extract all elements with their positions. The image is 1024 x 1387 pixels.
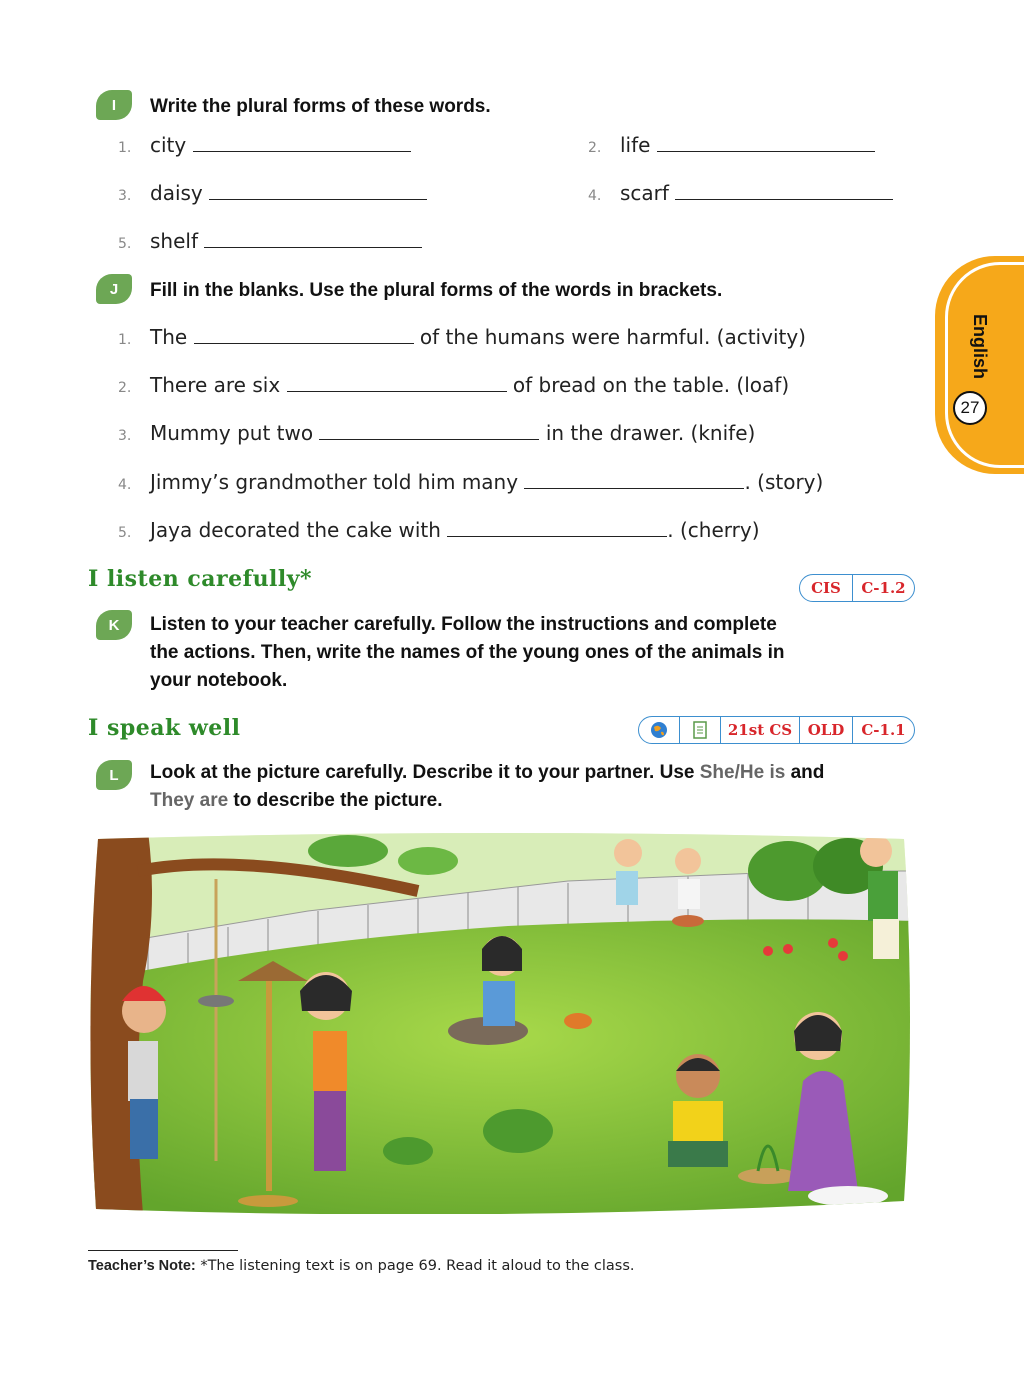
- answer-blank[interactable]: [319, 438, 539, 440]
- sentence-end: . (story): [744, 470, 824, 494]
- instruction-text: to describe the picture.: [228, 790, 443, 811]
- list-item: [118, 517, 760, 546]
- instruction-line: your notebook.: [150, 670, 288, 691]
- item-word: daisy: [150, 181, 203, 205]
- item-word: city: [150, 133, 187, 157]
- answer-blank[interactable]: [204, 246, 422, 248]
- listen-tag-box: [799, 574, 915, 602]
- tag-code: C-1.2: [852, 575, 914, 601]
- teacher-note: [88, 1258, 635, 1274]
- tag-code: C-1.1: [852, 717, 914, 743]
- teacher-note-label: Teacher’s Note:: [88, 1258, 196, 1274]
- sentence-end: in the drawer. (knife): [545, 421, 756, 445]
- item-number: 1.: [118, 332, 132, 348]
- section-j-instruction: Fill in the blanks. Use the plural forms of the words in brackets.: [150, 280, 723, 301]
- speak-tag-box: [638, 716, 915, 744]
- list-item: [118, 132, 411, 161]
- answer-blank[interactable]: [447, 535, 667, 537]
- item-number: 2.: [588, 140, 602, 156]
- item-word: shelf: [150, 229, 198, 253]
- item-number: 1.: [118, 140, 132, 156]
- sentence-end: . (cherry): [667, 518, 760, 542]
- item-number: 5.: [118, 236, 132, 252]
- list-item: [118, 228, 422, 257]
- instruction-text: Look at the picture carefully. Describe it to your partner. Use: [150, 762, 700, 783]
- item-number: 5.: [118, 525, 132, 541]
- instruction-text: and: [785, 762, 825, 783]
- page-number: 27: [953, 391, 987, 425]
- list-item: [588, 180, 893, 209]
- globe-icon: [639, 717, 679, 743]
- answer-blank[interactable]: [287, 390, 507, 392]
- tag-cis: CIS: [811, 579, 841, 597]
- section-badge-l: L: [96, 760, 132, 790]
- sentence-start: Mummy put two: [150, 421, 314, 445]
- sentence-start: Jimmy’s grandmother told him many: [150, 470, 519, 494]
- tag-21st-cs: 21st CS: [720, 717, 799, 743]
- sentence-start: There are six: [150, 373, 281, 397]
- answer-blank[interactable]: [193, 150, 411, 152]
- item-number: 3.: [118, 188, 132, 204]
- instruction-line: Listen to your teacher carefully. Follow the instructions and complete: [150, 614, 777, 635]
- sentence-end: of bread on the table. (loaf): [512, 373, 790, 397]
- notebook-icon: [679, 717, 720, 743]
- item-word: scarf: [620, 181, 669, 205]
- list-item: [118, 469, 823, 498]
- answer-blank[interactable]: [209, 198, 427, 200]
- section-badge-k: K: [96, 610, 132, 640]
- list-item: [118, 324, 806, 353]
- teacher-note-text: *The listening text is on page 69. Read it aloud to the class.: [195, 1258, 635, 1274]
- sentence-end: of the humans were harmful. (activity): [419, 325, 806, 349]
- item-number: 4.: [118, 477, 132, 493]
- highlight-phrase: They are: [150, 790, 229, 811]
- answer-blank[interactable]: [194, 342, 414, 344]
- sentence-start: Jaya decorated the cake with: [150, 518, 441, 542]
- list-item: [588, 132, 875, 161]
- list-item: [118, 420, 755, 449]
- speak-heading: I speak well: [88, 715, 241, 741]
- footnote-rule: [88, 1250, 238, 1251]
- tag-old: OLD: [799, 717, 852, 743]
- list-item: [118, 372, 789, 401]
- section-l-instruction: [150, 759, 910, 815]
- section-i-instruction: Write the plural forms of these words.: [150, 96, 491, 117]
- garden-scene-illustration: [88, 831, 914, 1214]
- section-badge-i: I: [96, 90, 132, 120]
- sentence-start: The: [150, 325, 188, 349]
- listen-heading: I listen carefully*: [88, 566, 313, 592]
- item-number: 4.: [588, 188, 602, 204]
- list-item: [118, 180, 427, 209]
- section-badge-j: J: [96, 274, 132, 304]
- section-k-instruction: [150, 611, 784, 695]
- item-number: 3.: [118, 428, 132, 444]
- answer-blank[interactable]: [657, 150, 875, 152]
- highlight-phrase: She/He is: [699, 762, 786, 783]
- instruction-line: the actions. Then, write the names of the young ones of the animals in: [150, 642, 785, 663]
- item-word: life: [620, 133, 651, 157]
- subject-label: English: [970, 314, 990, 380]
- answer-blank[interactable]: [524, 487, 744, 489]
- answer-blank[interactable]: [675, 198, 893, 200]
- item-number: 2.: [118, 380, 132, 396]
